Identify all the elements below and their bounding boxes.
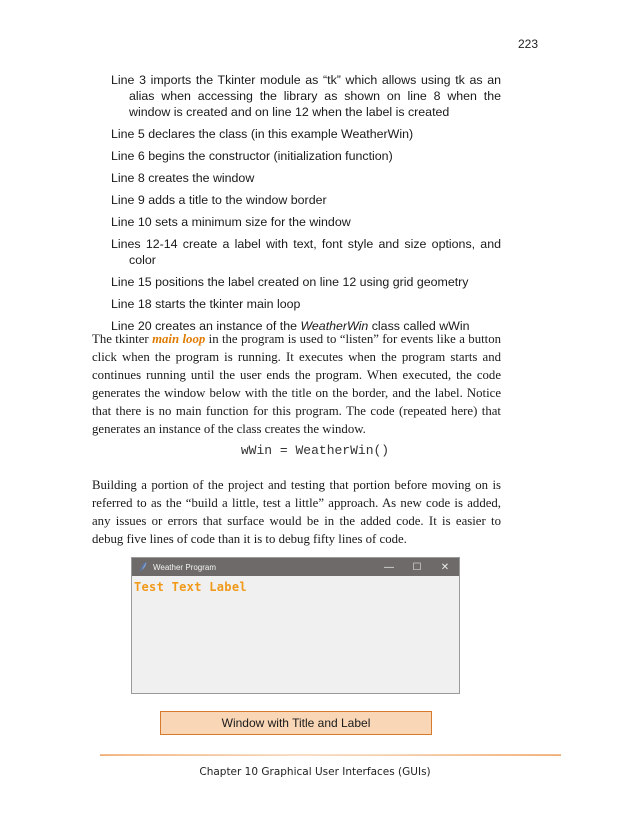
weather-program-window	[131, 557, 460, 694]
maximize-icon[interactable]: ☐	[412, 561, 422, 573]
footer-rule	[100, 753, 561, 757]
list-item: Line 8 creates the window	[111, 171, 255, 185]
list-item: Line 15 positions the label created on line 12 using grid geometry	[111, 275, 469, 289]
close-icon[interactable]: ✕	[440, 561, 450, 573]
page-number: 223	[517, 37, 538, 51]
window-titlebar[interactable]	[132, 558, 459, 576]
build-a-little-paragraph: Building a portion of the project and testing that portion before moving on is referred to as the “build a little, test a little” approach. As new code is added, any issues or errors that surface would be in the added code. It is easier to debug five lines of code than it is to debug fifty lines of code.	[92, 478, 501, 546]
code-snippet: wWin = WeatherWin()	[240, 443, 390, 458]
list-item: Line 18 starts the tkinter main loop	[111, 297, 301, 311]
line-explanation-list	[111, 72, 501, 340]
main-loop-term: main loop	[152, 332, 206, 346]
figure-caption: Window with Title and Label	[160, 711, 432, 735]
list-item: Line 6 begins the constructor (initialization function)	[111, 149, 393, 163]
list-item: Lines 12-14 create a label with text, font style and size options, and color	[111, 237, 501, 267]
chapter-footer: Chapter 10 Graphical User Interfaces (GUIs)	[199, 766, 431, 778]
test-text-label: Test Text Label	[134, 580, 247, 594]
list-item: Line 3 imports the Tkinter module as “tk” which allows using tk as an alias when accessing the library as shown on line 8 when the window is created and on line 12 when the label is created	[111, 73, 501, 119]
list-item: Line 5 declares the class (in this example WeatherWin)	[111, 127, 414, 141]
list-item: Line 9 adds a title to the window border	[111, 193, 327, 207]
main-loop-paragraph: The tkinter main loop in the program is used to “listen” for events like a button click when the program is running. It executes when the program starts and continues running until the user ends the program. When executed, the code generates the window below with the title on the border, and the label. Notice that there is no main function for this program. The code (repeated here) that generates an instance of the class creates the window.	[92, 332, 501, 436]
class-name-emphasis: WeatherWin	[300, 319, 369, 333]
list-item: Line 20 creates an instance of the WeatherWin class called wWin	[111, 319, 470, 333]
feather-icon	[137, 561, 149, 573]
minimize-icon[interactable]: —	[384, 561, 394, 573]
window-title: Weather Program	[153, 562, 216, 572]
list-item: Line 10 sets a minimum size for the window	[111, 215, 351, 229]
